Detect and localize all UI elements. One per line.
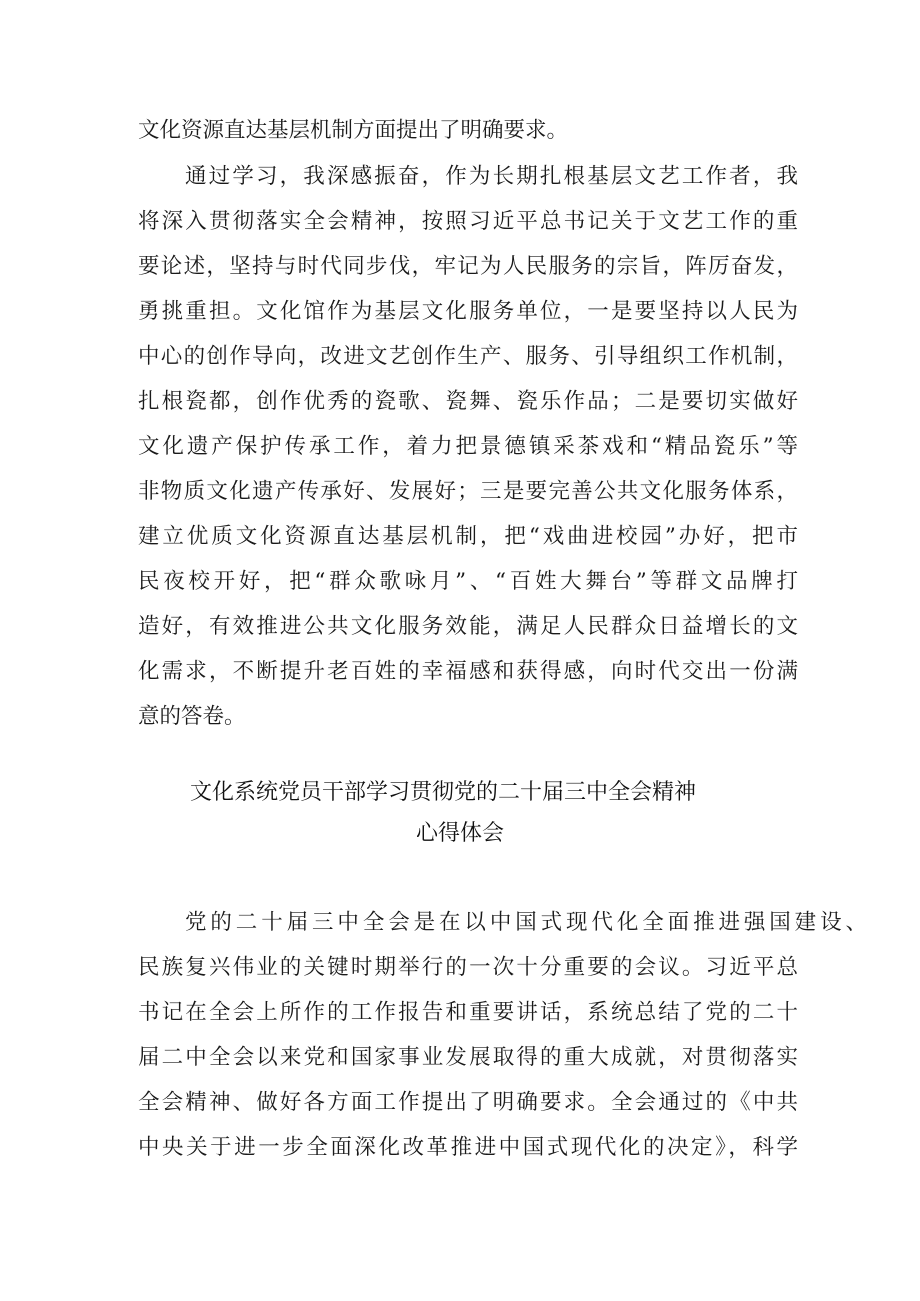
paragraph-line: 建立优质文化资源直达基层机制，把“戏曲进校园”办好，把市 (138, 524, 798, 549)
paragraph-line: 意的答卷。 (138, 704, 246, 729)
paragraph-line: 勇挑重担。文化馆作为基层文化服务单位，一是要坚持以人民为 (138, 299, 798, 324)
paragraph-line: 将深入贯彻落实全会精神，按照习近平总书记关于文艺工作的重 (138, 209, 798, 234)
paragraph-line: 民夜校开好，把“群众歌咏月”、“百姓大舞台”等群文品牌打 (138, 569, 798, 594)
paragraph-line: 通过学习，我深感振奋，作为长期扎根基层文艺工作者，我 (185, 164, 798, 189)
paragraph-line: 中央关于进一步全面深化改革推进中国式现代化的决定》，科学 (138, 1135, 798, 1160)
paragraph-line: 党的二十届三中全会是在以中国式现代化全面推进强国建设、 (185, 910, 867, 935)
paragraph-line: 扎根瓷都，创作优秀的瓷歌、瓷舞、瓷乐作品；二是要切实做好 (138, 389, 798, 414)
article-title-line-1: 文化系统党员干部学习贯彻党的二十届三中全会精神 (190, 780, 697, 805)
paragraph-line: 非物质文化遗产传承好、发展好；三是要完善公共文化服务体系， (138, 479, 798, 504)
article-title-line-2: 心得体会 (415, 821, 504, 846)
paragraph-line: 届二中全会以来党和国家事业发展取得的重大成就，对贯彻落实 (138, 1045, 798, 1070)
paragraph-line: 书记在全会上所作的工作报告和重要讲话，系统总结了党的二十 (138, 1000, 798, 1025)
paragraph-line: 中心的创作导向，改进文艺创作生产、服务、引导组织工作机制， (138, 344, 798, 369)
paragraph-line: 化需求，不断提升老百姓的幸福感和获得感，向时代交出一份满 (138, 659, 798, 684)
paragraph-line: 文化遗产保护传承工作，着力把景德镇采茶戏和“精品瓷乐”等 (138, 434, 798, 459)
paragraph-line: 民族复兴伟业的关键时期举行的一次十分重要的会议。习近平总 (138, 955, 798, 980)
paragraph-line: 要论述，坚持与时代同步伐，牢记为人民服务的宗旨，阵厉奋发， (138, 254, 798, 279)
paragraph-line: 文化资源直达基层机制方面提出了明确要求。 (138, 118, 569, 143)
paragraph-line: 全会精神、做好各方面工作提出了明确要求。全会通过的《中共 (138, 1090, 798, 1115)
paragraph-line: 造好，有效推进公共文化服务效能，满足人民群众日益增长的文 (138, 614, 798, 639)
